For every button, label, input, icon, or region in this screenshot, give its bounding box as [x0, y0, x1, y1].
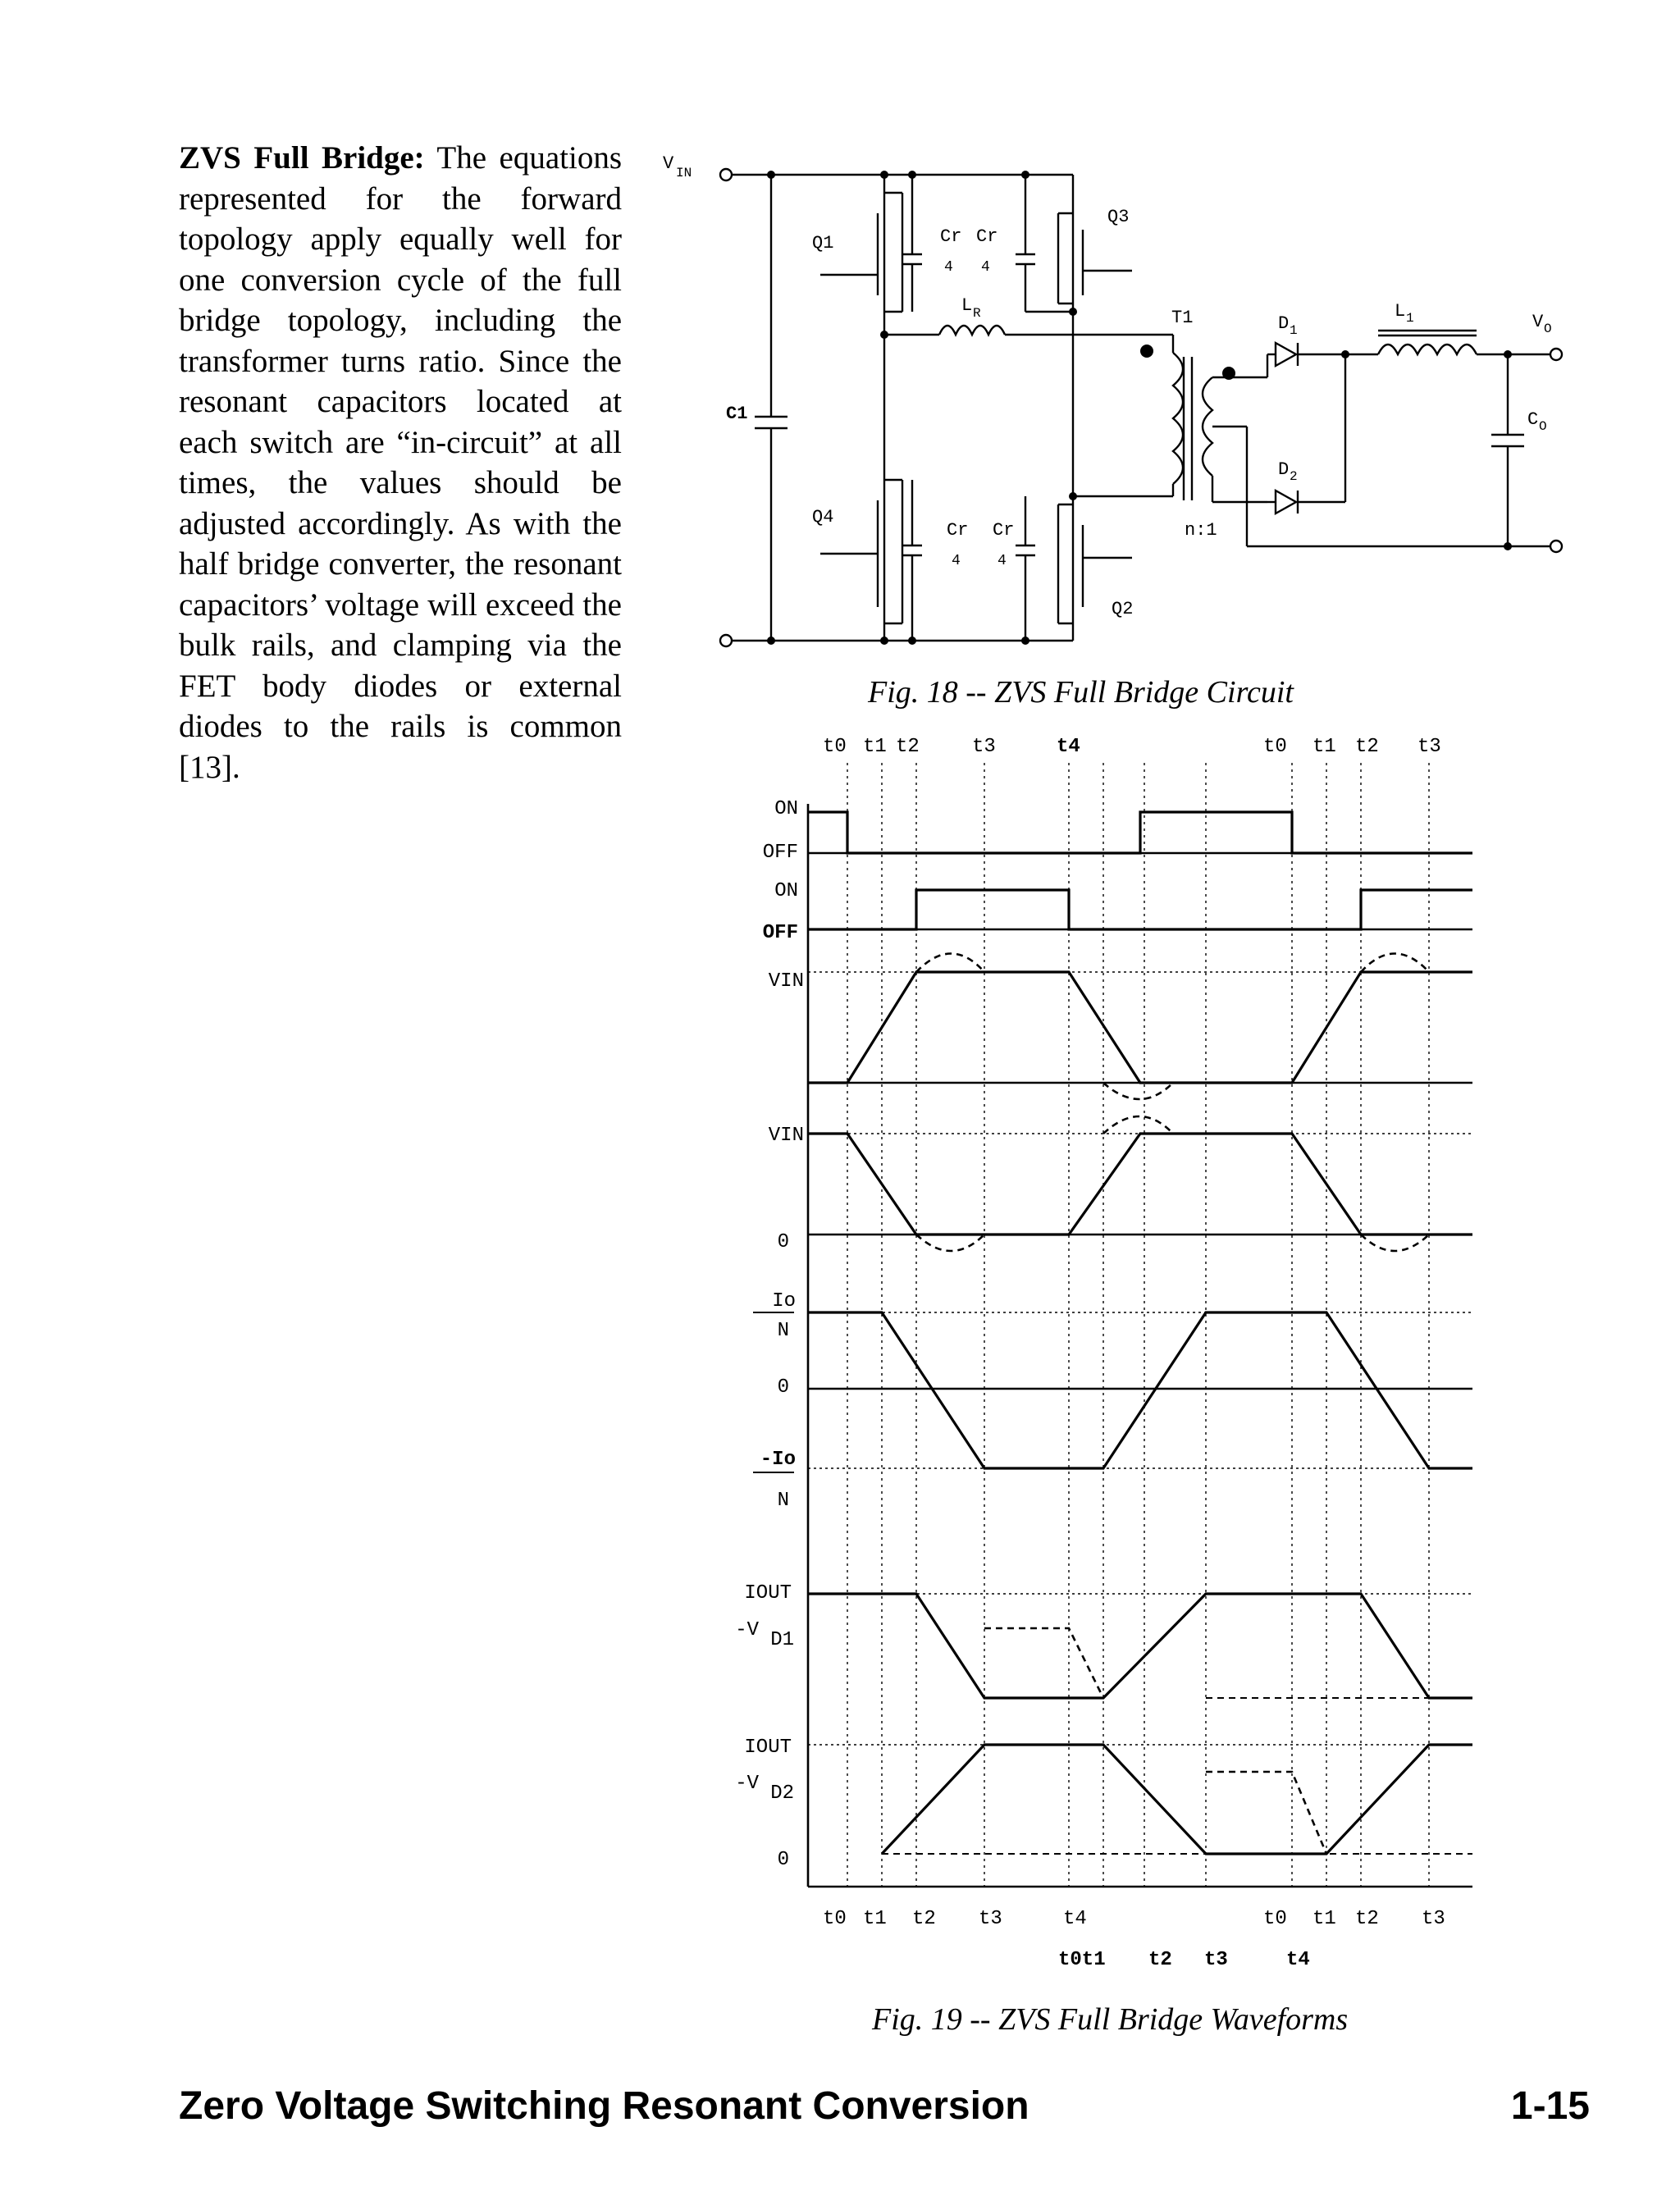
- axis-iout-2: IOUT: [744, 1737, 792, 1759]
- lr-label: L: [961, 295, 973, 316]
- cr-four-2: 4: [981, 259, 990, 276]
- top-t2: t2: [896, 736, 920, 758]
- vo-sub: O: [1544, 322, 1552, 336]
- vo-label: V: [1532, 312, 1544, 332]
- q1-label: Q1: [812, 233, 834, 253]
- bottom-t2-2: t2: [1355, 1908, 1379, 1930]
- bottom-t3: t3: [979, 1908, 1002, 1930]
- axis-neg-v-2: -V: [735, 1773, 759, 1795]
- figure-19-caption: Fig. 19 -- ZVS Full Bridge Waveforms: [872, 2002, 1349, 2037]
- q2-label: Q2: [1112, 599, 1134, 619]
- bottom-t1: t1: [863, 1908, 887, 1930]
- axis-neg-io: -Io: [760, 1449, 796, 1471]
- top-t3: t3: [972, 736, 996, 758]
- q4-label: Q4: [812, 507, 834, 527]
- axis-zero-1: 0: [777, 1231, 789, 1253]
- top-t0: t0: [823, 736, 847, 758]
- t1-label: T1: [1171, 308, 1194, 328]
- l1-sub: 1: [1406, 311, 1414, 326]
- d2-sub: 2: [1290, 469, 1298, 484]
- co-label: C: [1527, 409, 1539, 430]
- bottom2-t2: t2: [1148, 1949, 1172, 1971]
- footer-title: Zero Voltage Switching Resonant Conversion: [179, 2084, 1029, 2128]
- axis-vin-2: VIN: [768, 1125, 804, 1147]
- q3-label: Q3: [1107, 207, 1130, 227]
- axis-io: Io: [772, 1290, 796, 1312]
- axis-neg-v-1: -V: [735, 1619, 759, 1641]
- cr-four-1: 4: [944, 259, 953, 276]
- d1-sub: 1: [1290, 323, 1298, 338]
- cr-label-4: Cr: [993, 520, 1015, 541]
- bottom2-t0t1: t0t1: [1058, 1949, 1106, 1971]
- top-t1: t1: [863, 736, 887, 758]
- bottom-t3-2: t3: [1422, 1908, 1445, 1930]
- axis-n-2: N: [777, 1490, 789, 1512]
- bottom-t0-2: t0: [1263, 1908, 1287, 1930]
- top-t0-2: t0: [1263, 736, 1287, 758]
- axis-iout-1: IOUT: [744, 1582, 792, 1604]
- cr-label-3: Cr: [947, 520, 969, 541]
- axis-off-1: OFF: [762, 842, 798, 864]
- paragraph-text: The equations represented for the forward topology apply equally well for one conversion cycle of the full bridge topology, including the transformer turns ratio. Since the resonant capacitors located at each switch are “in-circuit” at all times, the values should be adjusted accordingly. As with the half bridge converter, the resonant capacitors’ voltage will exceed the bulk rails, and clamping via the FET body diodes or external diodes to the rails is common [13].: [179, 140, 622, 785]
- axis-zero-3: 0: [777, 1849, 789, 1871]
- top-t2-2: t2: [1355, 736, 1379, 758]
- axis-off-2: OFF: [762, 922, 798, 944]
- co-sub: O: [1539, 419, 1547, 434]
- cr-four-3: 4: [952, 553, 961, 569]
- cr-four-4: 4: [998, 553, 1007, 569]
- top-t4: t4: [1057, 736, 1080, 758]
- cr-label-2: Cr: [976, 226, 998, 247]
- cr-label-1: Cr: [940, 226, 962, 247]
- vin-label: V: [663, 153, 674, 174]
- axis-on-2: ON: [774, 880, 798, 902]
- axis-n-1: N: [777, 1320, 789, 1342]
- top-t3-2: t3: [1418, 736, 1441, 758]
- bottom-t2: t2: [912, 1908, 936, 1930]
- vin-sub: IN: [676, 166, 692, 180]
- bottom2-t4: t4: [1286, 1949, 1310, 1971]
- axis-d2: D2: [770, 1782, 794, 1805]
- top-t1-2: t1: [1312, 736, 1336, 758]
- axis-vin-1: VIN: [768, 970, 804, 993]
- axis-d1: D1: [770, 1629, 794, 1651]
- ratio-label: n:1: [1185, 520, 1217, 541]
- axis-zero-2: 0: [777, 1376, 789, 1399]
- c1-label: C1: [726, 404, 748, 424]
- bottom2-t3: t3: [1204, 1949, 1228, 1971]
- paragraph-lead: ZVS Full Bridge:: [179, 140, 425, 176]
- axis-on-1: ON: [774, 798, 798, 820]
- bottom-t4: t4: [1063, 1908, 1087, 1930]
- lr-sub: R: [973, 306, 981, 321]
- d2-label: D: [1278, 459, 1290, 480]
- bottom-t1-2: t1: [1312, 1908, 1336, 1930]
- d1-label: D: [1278, 313, 1290, 334]
- bottom-t0: t0: [823, 1908, 847, 1930]
- l1-label: L: [1395, 301, 1406, 322]
- page-number: 1-15: [1510, 2084, 1590, 2128]
- figure-18-caption: Fig. 18 -- ZVS Full Bridge Circuit: [868, 675, 1294, 710]
